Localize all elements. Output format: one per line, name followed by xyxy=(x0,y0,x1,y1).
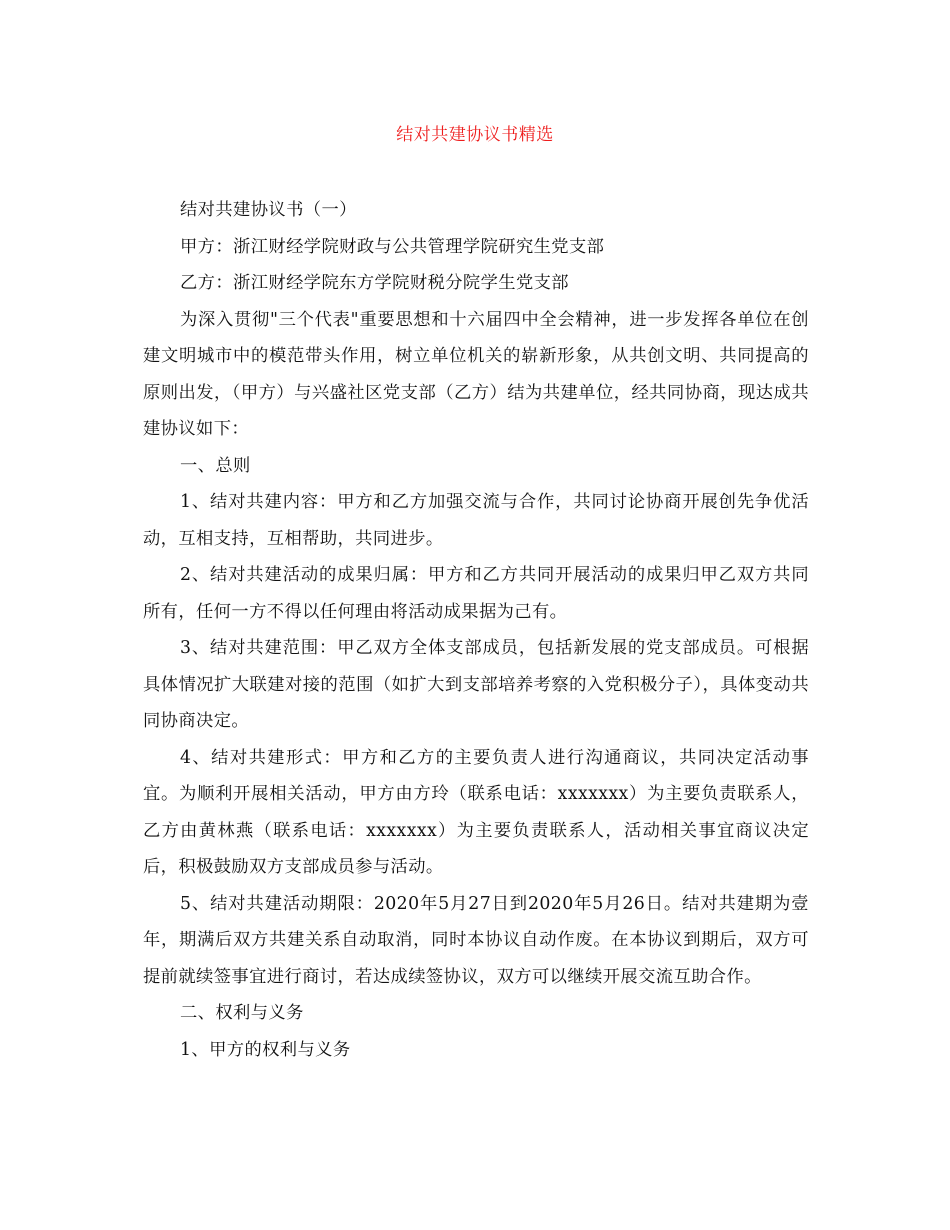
clause-4: 4、结对共建形式：甲方和乙方的主要负责人进行沟通商议，共同决定活动事宜。为顺利开展相关活动，甲方由方玲（联系电话：xxxxxxx）为主要负责联系人，乙方由黄林燕（联系电话：xxxxxxx）为主要负责联系人，活动相关事宜商议决定后，积极鼓励双方支部成员参与活动。 xyxy=(143,747,809,877)
paragraph-intro: 为深入贯彻"三个代表"重要思想和十六届四中全会精神，进一步发挥各单位在创建文明城市中的模范带头作用，树立单位机关的崭新形象，从共创文明、共同提高的原则出发，（甲方）与兴盛社区党支部（乙方）结为共建单位，经共同协商，现达成共建协议如下： xyxy=(143,309,809,439)
section-rights-duties: 二、权利与义务 xyxy=(180,1003,304,1023)
paragraph-heading-one: 结对共建协议书（一） xyxy=(180,200,357,220)
paragraph-party-b: 乙方：浙江财经学院东方学院财税分院学生党支部 xyxy=(180,273,569,293)
clause-5: 5、结对共建活动期限：2020年5月27日到2020年5月26日。结对共建期为壹年，期满后双方共建关系自动取消，同时本协议自动作废。在本协议到期后，双方可提前就续签事宜进行商讨，若达成续签协议，双方可以继续开展交流互助合作。 xyxy=(143,893,809,987)
document-body xyxy=(143,192,809,1068)
clause-3: 3、结对共建范围：甲乙双方全体支部成员，包括新发展的党支部成员。可根据具体情况扩大联建对接的范围（如扩大到支部培养考察的入党积极分子），具体变动共同协商决定。 xyxy=(143,638,809,731)
clause-1: 1、结对共建内容：甲方和乙方加强交流与合作，共同讨论协商开展创先争优活动，互相支持，互相帮助，共同进步。 xyxy=(143,492,809,549)
paragraph-party-a: 甲方：浙江财经学院财政与公共管理学院研究生党支部 xyxy=(180,236,605,257)
document-title: 结对共建协议书精选 xyxy=(396,125,554,145)
clause-2: 2、结对共建活动的成果归属：甲方和乙方共同开展活动的成果归甲乙双方共同所有，任何一方不得以任何理由将活动成果据为己有。 xyxy=(143,565,809,622)
subsection-party-a-rights: 1、甲方的权利与义务 xyxy=(180,1039,351,1060)
section-general: 一、总则 xyxy=(180,455,251,476)
